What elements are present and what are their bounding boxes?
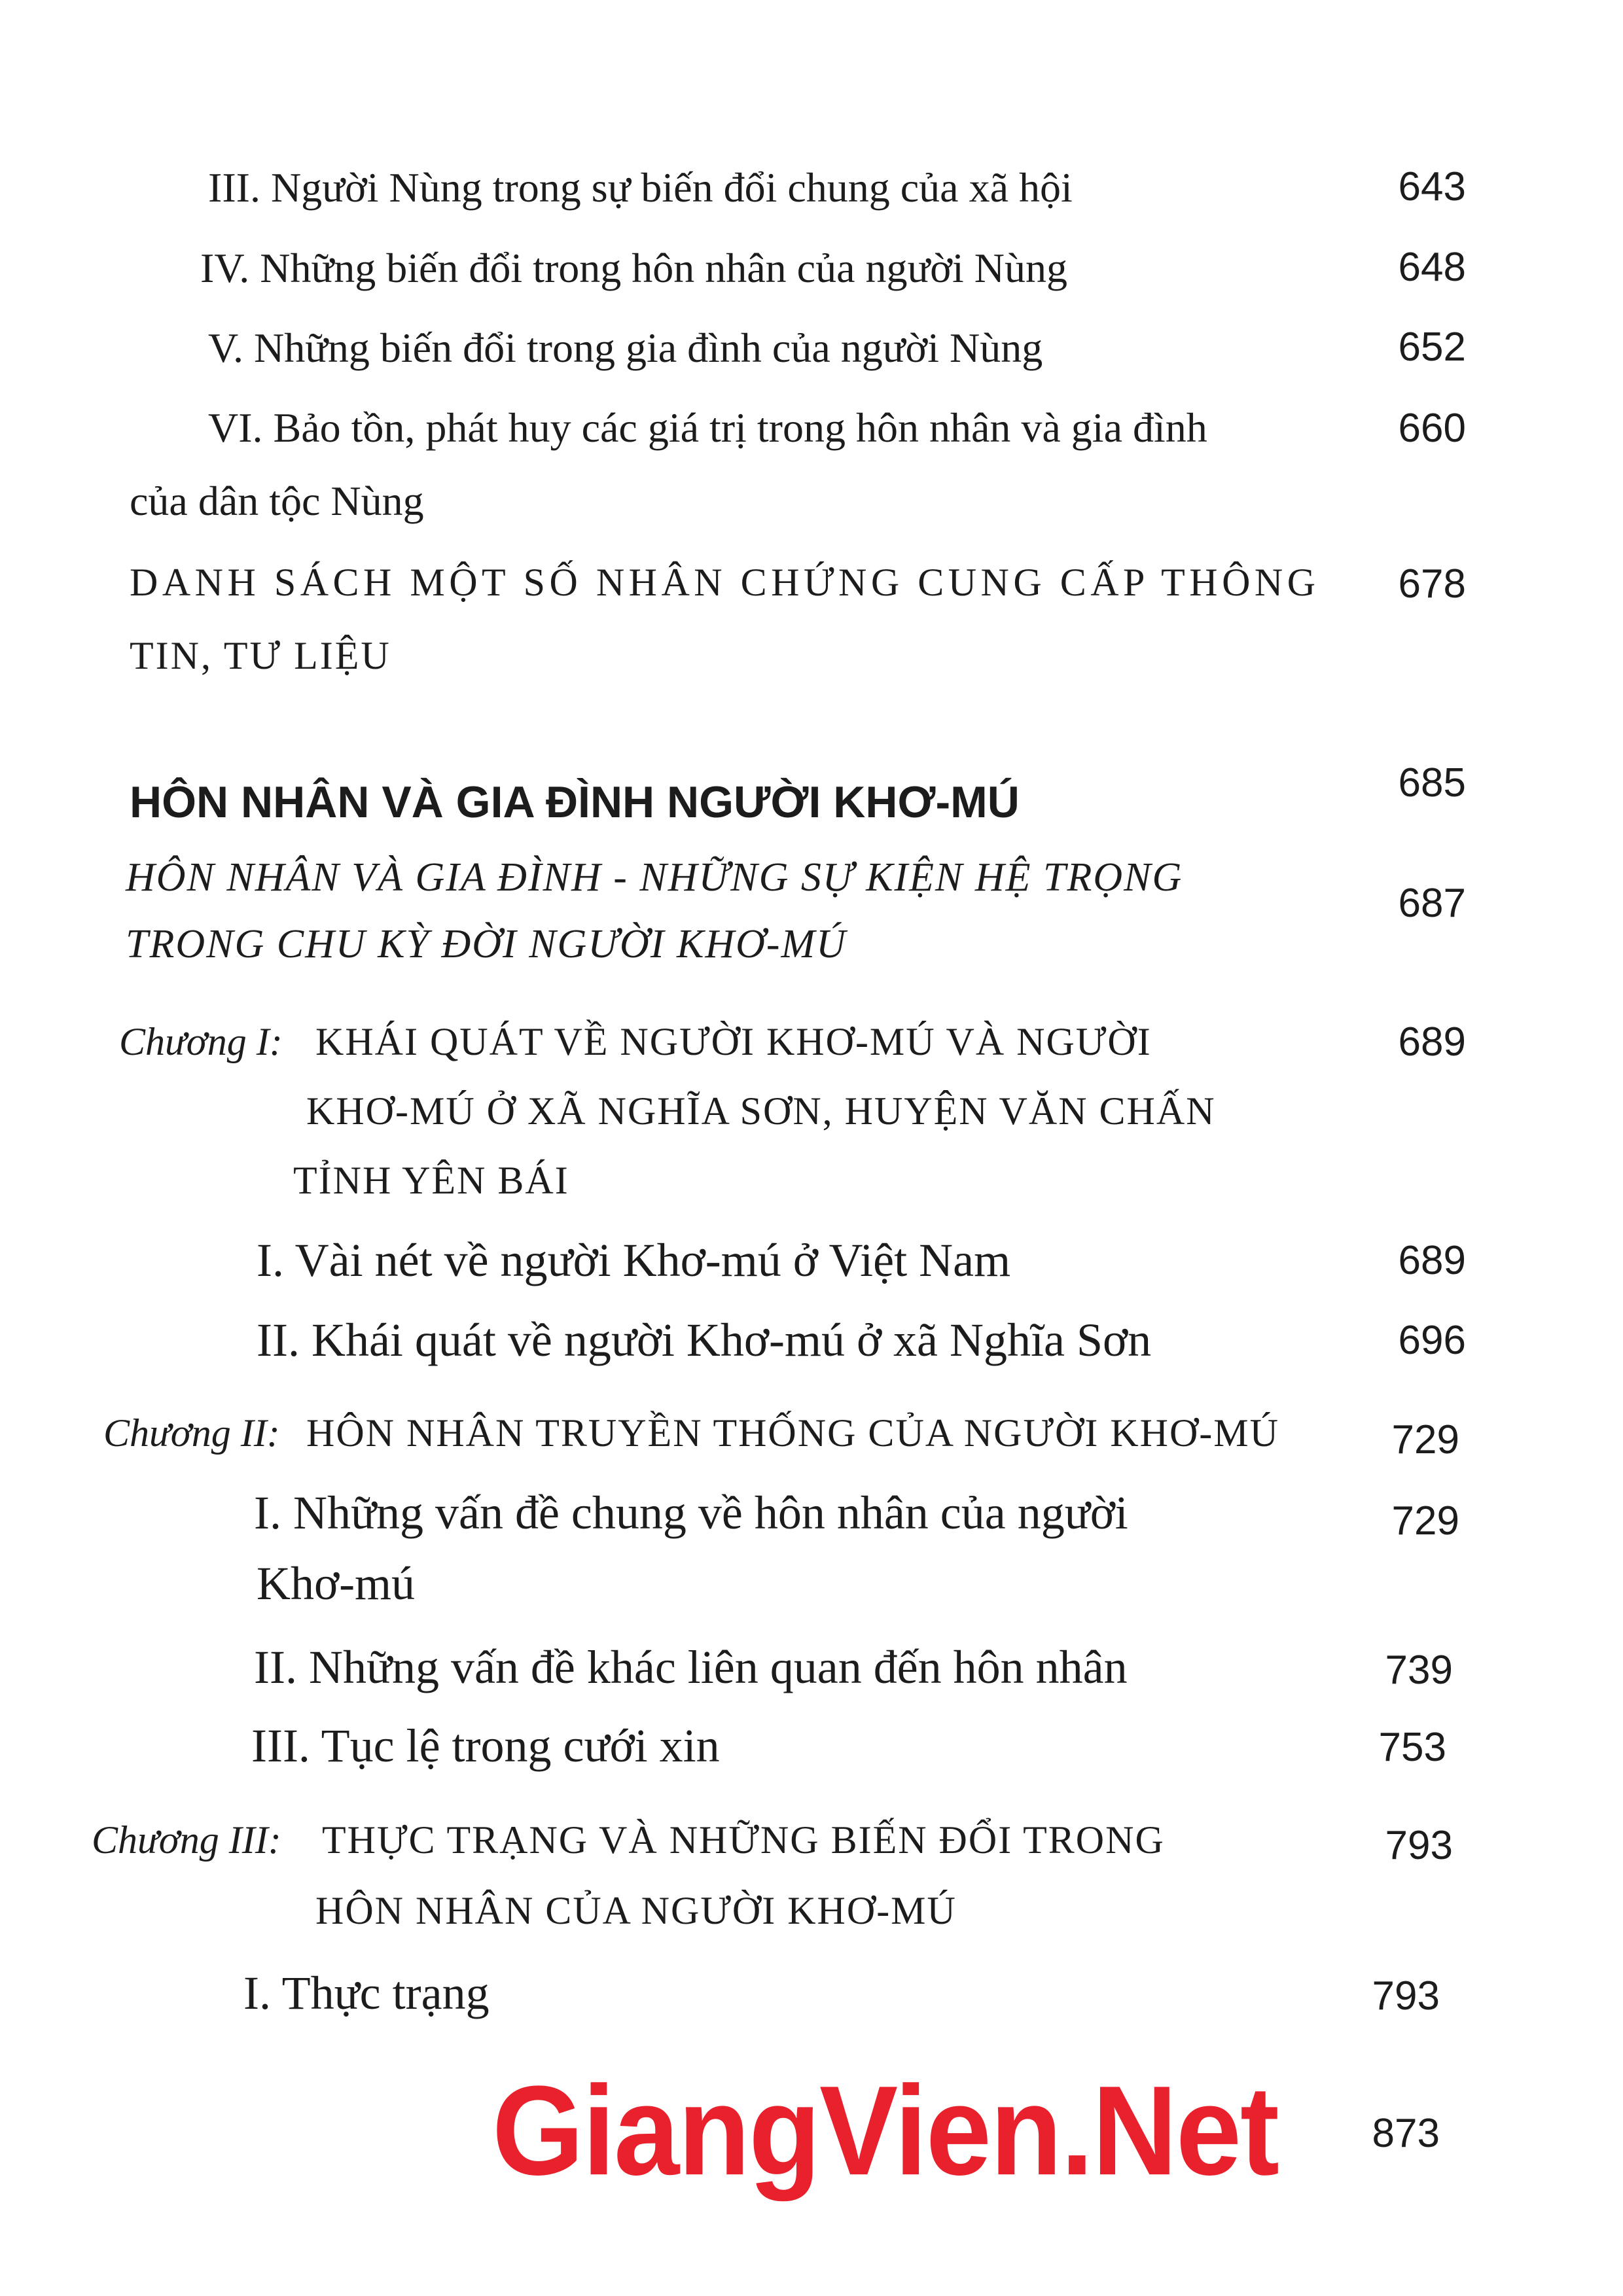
toc-entry-text: V. Những biến đổi trong gia đình của người Nùng <box>208 325 1043 371</box>
section-heading-page: 685 <box>1398 760 1466 805</box>
chapter-label: Chương I: <box>119 1020 283 1063</box>
toc-entry-text: IV. Những biến đổi trong hôn nhân của người Nùng <box>200 245 1067 291</box>
toc-entry-page: 739 <box>1385 1648 1453 1693</box>
toc-entry-page: 652 <box>1398 325 1466 370</box>
toc-entry-text: III. Tục lệ trong cưới xin <box>251 1720 720 1772</box>
toc-entry-text: II. Những vấn đề khác liên quan đến hôn nhân <box>254 1641 1128 1693</box>
toc-entry-page: 678 <box>1398 561 1466 607</box>
chapter-page: 729 <box>1391 1417 1459 1462</box>
toc-entry-page: 729 <box>1391 1498 1459 1544</box>
toc-entry-text-cont: của dân tộc Nùng <box>130 478 424 524</box>
toc-entry-text: II. Khái quát về người Khơ-mú ở xã Nghĩa Sơn <box>257 1314 1152 1366</box>
toc-entry-page: 753 <box>1378 1725 1446 1770</box>
toc-entry-text: VI. Bảo tồn, phát huy các giá trị trong hôn nhân và gia đình <box>208 404 1207 451</box>
chapter-title: HÔN NHÂN TRUYỀN THỐNG CỦA NGƯỜI KHƠ-MÚ <box>306 1411 1279 1455</box>
chapter-title: KHÁI QUÁT VỀ NGƯỜI KHƠ-MÚ VÀ NGƯỜI <box>315 1020 1152 1063</box>
toc-entry-page: 696 <box>1398 1318 1466 1363</box>
toc-entry-page: 793 <box>1372 1973 1440 2019</box>
chapter-label: Chương III: <box>92 1818 281 1862</box>
toc-entry-page: 660 <box>1398 406 1466 451</box>
toc-entry-text: I. Những vấn đề chung về hôn nhân của người <box>254 1487 1128 1539</box>
toc-entry-text: I. Vài nét về người Khơ-mú ở Việt Nam <box>257 1234 1011 1286</box>
toc-entry-page: 643 <box>1398 164 1466 209</box>
toc-witness-list: DANH SÁCH MỘT SỐ NHÂN CHỨNG CUNG CẤP THÔNG <box>130 561 1320 604</box>
toc-witness-list-cont: TIN, TƯ LIỆU <box>130 634 391 677</box>
toc-last-page: 873 <box>1372 2111 1440 2156</box>
section-heading: HÔN NHÂN VÀ GIA ĐÌNH NGƯỜI KHƠ-MÚ <box>130 777 1020 827</box>
section-subtitle: HÔN NHÂN VÀ GIA ĐÌNH - NHỮNG SỰ KIỆN HỆ TRỌNG <box>126 855 1183 900</box>
chapter-title-cont: HÔN NHÂN CỦA NGƯỜI KHƠ-MÚ <box>315 1889 957 1932</box>
toc-entry-text-cont: Khơ-mú <box>257 1557 416 1610</box>
chapter-label: Chương II: <box>103 1411 280 1455</box>
toc-entry-page: 689 <box>1398 1238 1466 1283</box>
chapter-page: 689 <box>1398 1019 1466 1065</box>
section-subtitle-cont: TRONG CHU KỲ ĐỜI NGƯỜI KHƠ-MÚ <box>126 922 847 966</box>
chapter-page: 793 <box>1385 1823 1453 1868</box>
chapter-title-cont: KHƠ-MÚ Ở XÃ NGHĨA SƠN, HUYỆN VĂN CHẤN <box>306 1089 1216 1133</box>
section-subtitle-page: 687 <box>1398 881 1466 926</box>
watermark-logo: GiangVien.Net <box>492 2060 1278 2202</box>
toc-entry-text: III. Người Nùng trong sự biến đổi chung của xã hội <box>208 164 1073 211</box>
chapter-title: THỰC TRẠNG VÀ NHỮNG BIẾN ĐỔI TRONG <box>322 1818 1165 1862</box>
toc-entry-page: 648 <box>1398 245 1466 290</box>
chapter-title-cont: TỈNH YÊN BÁI <box>293 1159 569 1202</box>
toc-entry-text: I. Thực trạng <box>243 1967 490 2019</box>
